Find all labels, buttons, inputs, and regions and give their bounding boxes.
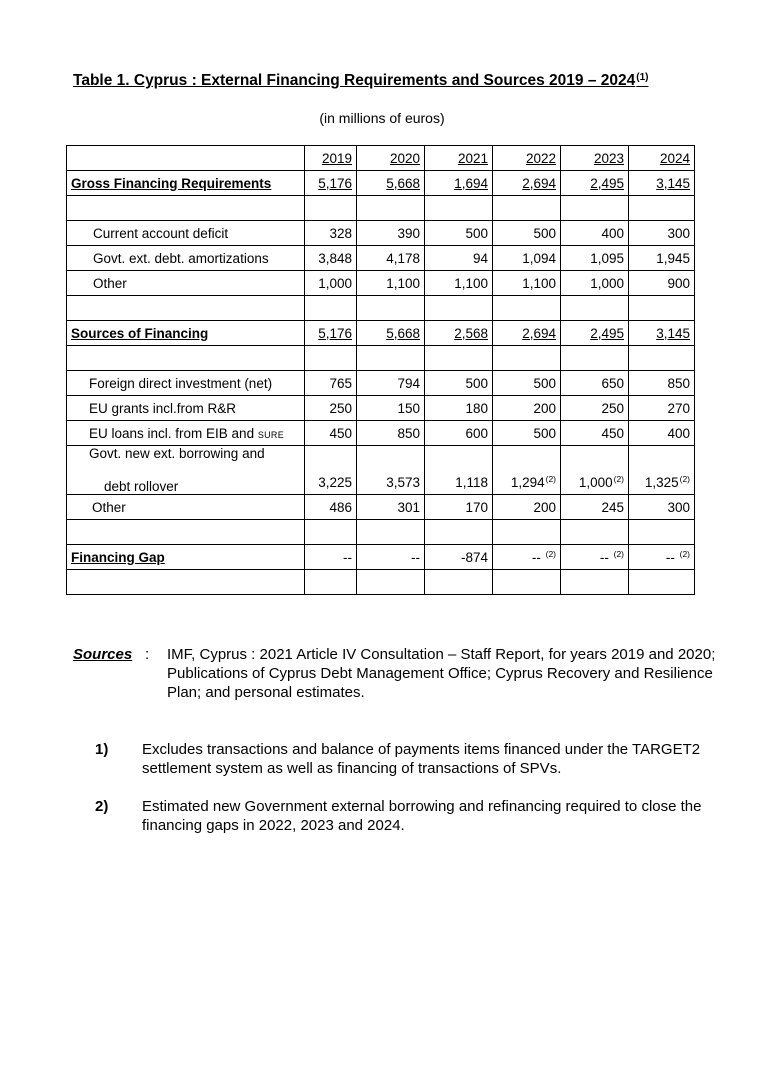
table-cell [629,446,695,495]
table-cell: 1,694 [425,171,493,196]
year-header: 2021 [425,146,493,171]
fdi-row [67,371,695,396]
cell-value: -- [665,550,675,565]
header-blank-cell [67,146,305,171]
financing-gap-row [67,545,695,570]
spacer-row [67,296,695,321]
financing-table [66,145,695,595]
table-cell: 250 [305,396,357,421]
table-cell: 500 [425,221,493,246]
table-cell: 2,495 [561,171,629,196]
table-cell [305,446,357,495]
other-requirements-row [67,271,695,296]
table-cell [425,446,493,495]
table-cell: 450 [561,421,629,446]
year-header: 2019 [305,146,357,171]
table-cell: 500 [493,371,561,396]
year-header: 2024 [629,146,695,171]
table-cell: -874 [425,545,493,570]
eu-loans-row [67,421,695,446]
table-cell: 170 [425,495,493,520]
table-cell: 250 [561,396,629,421]
cell-value: 3,225 [318,475,352,490]
units-subtitle: (in millions of euros) [319,110,445,126]
spacer-row [67,570,695,595]
table-cell: 1,000 [305,271,357,296]
footnote-marker: (2) [679,474,690,484]
table-cell [561,545,629,570]
table-cell: 765 [305,371,357,396]
table-cell: 850 [629,371,695,396]
table-cell: 2,694 [493,321,561,346]
table-cell: 150 [357,396,425,421]
footnote-marker: (2) [679,549,690,559]
cell-value: 1,294 [510,475,545,490]
table-cell: 1,094 [493,246,561,271]
row-label: Foreign direct investment (net) [67,371,305,396]
cell-value: 1,000 [578,475,613,490]
table-cell: 5,176 [305,321,357,346]
table-cell: 600 [425,421,493,446]
table-cell [493,545,561,570]
table-cell: -- [305,545,357,570]
gross-financing-row [67,171,695,196]
footnote-number: 1) [95,741,109,758]
govt-borrowing-row [67,446,695,495]
table-cell: 850 [357,421,425,446]
table-cell: 300 [629,221,695,246]
table-cell: 5,668 [357,171,425,196]
eu-grants-row [67,396,695,421]
row-label-line1: Govt. new ext. borrowing and [89,446,265,461]
table-cell: 400 [629,421,695,446]
table-cell: 200 [493,396,561,421]
row-label [67,446,305,495]
table-cell: 1,095 [561,246,629,271]
table-cell [493,446,561,495]
row-label: Sources of Financing [67,321,305,346]
footnote-marker: (2) [613,474,624,484]
table-cell: 94 [425,246,493,271]
other-sources-row [67,495,695,520]
footnote-marker: (2) [545,474,556,484]
table-cell: 270 [629,396,695,421]
sources-label: Sources [73,646,133,663]
cell-value: -- [599,550,609,565]
spacer-row [67,346,695,371]
table-cell: 650 [561,371,629,396]
footnote-marker: (2) [545,549,556,559]
table-cell: 5,176 [305,171,357,196]
table-cell: 2,694 [493,171,561,196]
cell-value: 1,325 [644,475,679,490]
sources-colon: : [145,646,150,663]
table-cell: 180 [425,396,493,421]
row-label: Gross Financing Requirements [67,171,305,196]
table-cell: 2,568 [425,321,493,346]
spacer-row [67,520,695,545]
table-cell [561,446,629,495]
table-cell: 400 [561,221,629,246]
year-header: 2022 [493,146,561,171]
sure-small-caps: SURE [257,429,285,440]
title-footnote-marker: (1) [636,72,649,83]
table-cell [357,446,425,495]
footnote-text: Excludes transactions and balance of payments items financed under the TARGET2 settlement system as well as financing of transactions of SPVs. [142,741,701,777]
table-cell: 5,668 [357,321,425,346]
table-cell: 500 [493,421,561,446]
footnote-text: Estimated new Government external borrowing and refinancing required to close the financing gaps in 2022, 2023 and 2024. [142,798,702,834]
table-cell: 500 [493,221,561,246]
table-cell: 450 [305,421,357,446]
sources-text: IMF, Cyprus : 2021 Article IV Consultation – Staff Report, for years 2019 and 2020; Publications of Cyprus Debt Management Office; Cyprus Recovery and Resilience Plan; and personal estimates. [167,646,716,701]
table-cell: 486 [305,495,357,520]
year-header: 2020 [357,146,425,171]
table-title-text: Table 1. Cyprus : External Financing Requirements and Sources 2019 – 2024 [73,72,636,89]
footnote-number: 2) [95,798,109,815]
table-cell: 1,100 [493,271,561,296]
table-cell: 2,495 [561,321,629,346]
cell-value: 3,573 [386,475,420,490]
sources-of-financing-row [67,321,695,346]
table-cell: 1,945 [629,246,695,271]
table-cell: 1,100 [425,271,493,296]
year-header: 2023 [561,146,629,171]
row-label-text: EU loans incl. from EIB and [89,425,258,441]
table-cell [629,545,695,570]
amortizations-row [67,246,695,271]
table-cell: 3,848 [305,246,357,271]
spacer-row [67,196,695,221]
table-cell: 200 [493,495,561,520]
table-cell: 1,000 [561,271,629,296]
table-title [73,72,648,90]
row-label: Current account deficit [67,221,305,246]
current-account-row [67,221,695,246]
header-row [67,146,695,171]
table-cell: 4,178 [357,246,425,271]
row-label: Other [67,495,305,520]
table-cell: 301 [357,495,425,520]
table-cell: 3,145 [629,171,695,196]
table-cell: 390 [357,221,425,246]
row-label [67,421,305,446]
table-cell: 794 [357,371,425,396]
row-label-line2: debt rollover [104,479,179,494]
footnote-marker: (2) [613,549,624,559]
table-cell: -- [357,545,425,570]
table-cell: 245 [561,495,629,520]
row-label: EU grants incl.from R&R [67,396,305,421]
table-cell: 328 [305,221,357,246]
row-label: Other [67,271,305,296]
table-cell: 500 [425,371,493,396]
table-cell: 3,145 [629,321,695,346]
cell-value: 1,118 [455,475,488,490]
row-label: Financing Gap [67,545,305,570]
cell-value: -- [531,550,541,565]
table-cell: 300 [629,495,695,520]
row-label: Govt. ext. debt. amortizations [67,246,305,271]
table-cell: 1,100 [357,271,425,296]
table-cell: 900 [629,271,695,296]
